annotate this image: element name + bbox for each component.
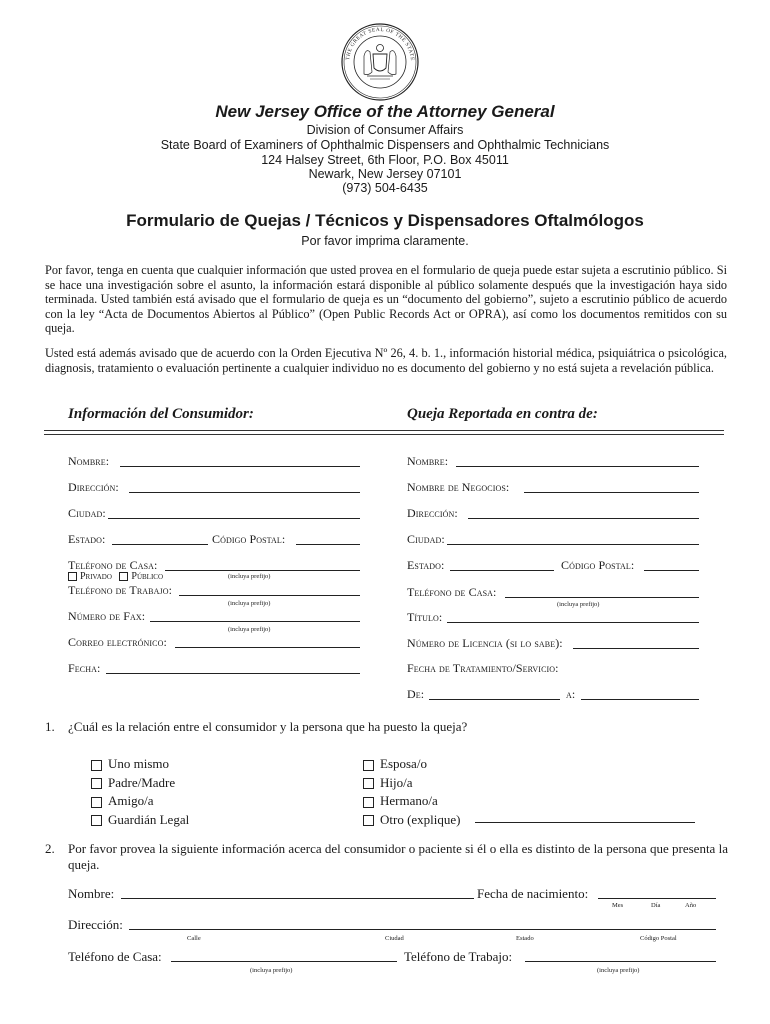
consumer-incluya-2: (incluya prefijo) [228, 600, 271, 607]
consumer-tel-trabajo-label: Teléfono de Trabajo: [68, 583, 172, 597]
q1-option-label: Uno mismo [108, 756, 170, 771]
q2-tel-trabajo-label: Teléfono de Trabajo: [404, 949, 513, 964]
against-negocios-label: Nombre de Negocios: [407, 480, 510, 494]
q1-checkbox[interactable] [363, 797, 374, 808]
against-heading: Queja Reportada en contra de: [407, 406, 598, 422]
q1-option-label: Amigo/a [108, 793, 154, 808]
against-titulo-label: Título: [407, 610, 443, 624]
q1-option-label: Guardián Legal [108, 811, 190, 827]
q2-codigo-postal: Código Postal [640, 935, 677, 942]
q1-checkbox[interactable] [363, 778, 374, 789]
against-cp-input[interactable] [644, 570, 699, 571]
against-ciudad-input[interactable] [447, 544, 699, 545]
consumer-incluya-3: (incluya prefijo) [228, 626, 271, 633]
q2-direccion-label: Dirección: [68, 917, 123, 932]
against-de-label: De: [407, 687, 425, 701]
consumer-fax-label: Número de Fax: [68, 609, 146, 623]
form-subtitle: Por favor imprima claramente. [301, 234, 469, 248]
privado-label: Privado [80, 571, 112, 582]
consumer-nombre-input[interactable] [120, 466, 360, 467]
q1-option[interactable] [363, 774, 461, 793]
q1-checkbox[interactable] [91, 815, 102, 826]
against-incluya: (incluya prefijo) [557, 601, 600, 608]
q1-checkbox[interactable] [91, 797, 102, 808]
q2-calle: Calle [187, 935, 201, 942]
against-titulo-input[interactable] [447, 622, 699, 623]
q2-ano: Año [685, 902, 697, 909]
consumer-tel-trabajo-input[interactable] [179, 595, 360, 596]
q2-ciudad: Ciudad [385, 935, 404, 942]
q1-option[interactable] [91, 755, 189, 774]
privado-checkbox[interactable] [68, 572, 77, 581]
q2-fecha-nac-label: Fecha de nacimiento: [477, 886, 589, 901]
phone: (973) 504-6435 [342, 181, 428, 195]
q1-option-label: Hijo/a [380, 774, 413, 790]
form-title: Formulario de Quejas / Técnicos y Dispensadores Oftalmólogos [126, 211, 644, 230]
q2-nombre-input[interactable] [121, 898, 474, 899]
q2-dia: Día [651, 902, 661, 909]
org-title: New Jersey Office of the Attorney General [215, 102, 555, 121]
address-line-2: Newark, New Jersey 07101 [308, 167, 462, 181]
consumer-cp-label: Código Postal: [212, 532, 286, 546]
notice-paragraph-2: Usted está además avisado que de acuerdo con la Orden Ejecutiva Nº 26, 4. b. 1., información historial médica, psiquiátrica o psicológica, diagnosis, tratamiento o evaluación pertinente a cualquier individuo no es documento del gobierno y no está sujeta a revelación pública. [45, 346, 727, 375]
q2-incluya-2: (incluya prefijo) [597, 967, 640, 974]
consumer-estado-label: Estado: [68, 532, 106, 546]
against-nombre-label: Nombre: [407, 454, 449, 468]
q2-nombre-label: Nombre: [68, 886, 115, 901]
svg-text:THE GREAT SEAL OF THE STATE OF [340, 22, 415, 63]
consumer-estado-input[interactable] [112, 544, 208, 545]
q1-checkbox[interactable] [363, 760, 374, 771]
against-direccion-input[interactable] [468, 518, 699, 519]
against-a-input[interactable] [581, 699, 699, 700]
publico-checkbox[interactable] [119, 572, 128, 581]
q2-direccion-input[interactable] [129, 929, 716, 930]
consumer-correo-label: Correo electrónico: [68, 635, 167, 649]
publico-label: Público [131, 571, 164, 582]
against-estado-input[interactable] [450, 570, 554, 571]
q1-option-label: Padre/Madre [108, 774, 176, 790]
consumer-fax-input[interactable] [150, 621, 360, 622]
q1-option[interactable] [91, 774, 189, 793]
q2-estado: Estado [516, 935, 534, 942]
against-licencia-input[interactable] [573, 648, 699, 649]
q2-tel-trabajo-input[interactable] [525, 961, 716, 962]
division: Division of Consumer Affairs [306, 123, 464, 137]
q2-tel-casa-input[interactable] [171, 961, 397, 962]
q1-option[interactable] [363, 755, 461, 774]
against-a-label: a: [566, 687, 576, 701]
notice-paragraph-1: Por favor, tenga en cuenta que cualquier información que usted provea en el formulario de queja puede estar sujeta a escrutinio público. Si se hace una investigación sobre el asunto, la información estará disponible al público solamente después que la investigación haya sido terminada. Usted también está avisado que el formulario de queja es un “documento del gobierno”, sujeto a escrutinio público de acuerdo con la ley “Acta de Documentos Abiertos al Público” (Open Public Records Act or OPRA), así como los documentos remitidos con su queja. [45, 263, 727, 336]
q2-text: Por favor provea la siguiente información acerca del consumidor o paciente si él o ella es distinto de la persona que presenta la queja. [68, 841, 728, 872]
consumer-correo-input[interactable] [175, 647, 360, 648]
state-seal [340, 22, 420, 102]
consumer-cp-input[interactable] [296, 544, 360, 545]
address-line-1: 124 Halsey Street, 6th Floor, P.O. Box 45011 [261, 153, 509, 167]
q2-tel-casa-label: Teléfono de Casa: [68, 949, 162, 964]
q1-otro-input[interactable] [475, 822, 695, 823]
consumer-fecha-input[interactable] [106, 673, 360, 674]
consumer-fecha-label: Fecha: [68, 661, 101, 675]
q2-number: 2. [45, 841, 55, 856]
q1-checkbox[interactable] [91, 760, 102, 771]
q1-option-label: Esposa/o [380, 756, 427, 771]
against-negocios-input[interactable] [524, 492, 699, 493]
seal-text: THE GREAT SEAL OF THE STATE [345, 26, 416, 62]
consumer-tel-casa-label: Teléfono de Casa: [68, 558, 158, 572]
q1-checkbox[interactable] [363, 815, 374, 826]
q1-option[interactable] [363, 811, 461, 830]
board: State Board of Examiners of Ophthalmic Dispensers and Ophthalmic Technicians [160, 138, 610, 152]
against-de-input[interactable] [429, 699, 560, 700]
against-tel-casa-input[interactable] [505, 597, 699, 598]
q1-option-label: Hermano/a [380, 793, 438, 808]
against-estado-label: Estado: [407, 558, 445, 572]
consumer-tel-casa-input[interactable] [165, 570, 360, 571]
q1-option[interactable] [91, 792, 189, 811]
against-cp-label: Código Postal: [561, 558, 635, 572]
consumer-incluya-1: (incluya prefijo) [228, 573, 271, 580]
q1-text: ¿Cuál es la relación entre el consumidor y la persona que ha puesto la queja? [68, 719, 468, 734]
against-nombre-input[interactable] [456, 466, 699, 467]
against-tel-casa-label: Teléfono de Casa: [407, 585, 497, 599]
against-direccion-label: Dirección: [407, 506, 458, 520]
q2-mes: Mes [612, 902, 624, 909]
consumer-ciudad-input[interactable] [108, 518, 360, 519]
consumer-ciudad-label: Ciudad: [68, 506, 106, 520]
q2-incluya-1: (incluya prefijo) [250, 967, 293, 974]
against-ciudad-label: Ciudad: [407, 532, 445, 546]
q1-checkbox[interactable] [91, 778, 102, 789]
q1-option[interactable] [363, 792, 461, 811]
q1-option-label: Otro (explique) [380, 811, 461, 827]
consumer-direccion-label: Dirección: [68, 480, 119, 494]
heading-divider [44, 430, 724, 435]
q2-fecha-nac-input[interactable] [598, 898, 716, 899]
consumer-direccion-input[interactable] [129, 492, 360, 493]
consumer-nombre-label: Nombre: [68, 454, 110, 468]
against-licencia-label: Número de Licencia (si lo sabe): [407, 636, 563, 650]
q1-number: 1. [45, 719, 55, 734]
against-fecha-tratamiento-label: Fecha de Tratamiento/Servicio: [407, 661, 559, 675]
q1-option[interactable] [91, 811, 189, 830]
consumer-heading: Información del Consumidor: [68, 406, 254, 422]
